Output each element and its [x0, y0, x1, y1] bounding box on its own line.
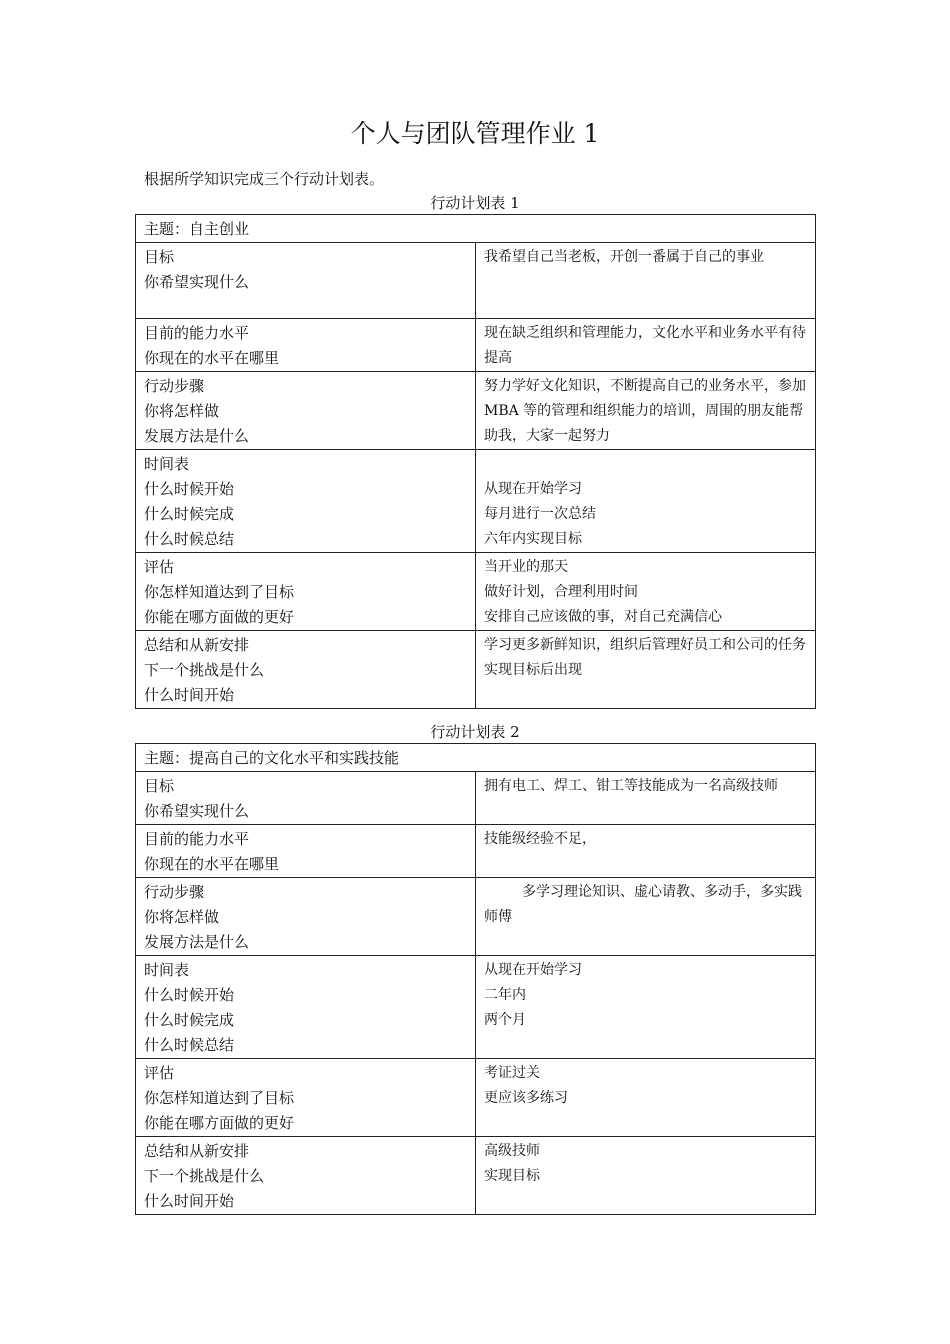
- row-answer-line: 从现在开始学习: [484, 962, 582, 978]
- row-answer-line: 多学习理论知识、虚心请教、多动手，多实践: [522, 884, 802, 900]
- row-label-cell: [136, 956, 476, 1059]
- row-answer-cell: [476, 878, 816, 956]
- row-answer-line: 做好计划，合理利用时间: [484, 584, 638, 600]
- row-label-line: 时间表: [144, 961, 190, 979]
- row-answer-line: 实现目标后出现: [484, 662, 582, 678]
- row-label-line: 总结和从新安排: [144, 636, 250, 654]
- table-row: [136, 878, 816, 956]
- table-row: [136, 1059, 816, 1137]
- row-label-line: 你能在哪方面做的更好: [144, 1114, 295, 1132]
- row-label-line: 你将怎样做: [144, 402, 220, 420]
- row-label-line: 行动步骤: [144, 377, 205, 395]
- table-1-caption: 行动计划表 1: [430, 194, 520, 212]
- table-row: [136, 243, 816, 319]
- row-answer-cell: [476, 631, 816, 709]
- table-row: [136, 956, 816, 1059]
- row-answer-line: 从现在开始学习: [484, 481, 582, 497]
- row-answer-line: 技能级经验不足，: [484, 831, 596, 847]
- row-label-cell: [136, 878, 476, 956]
- row-label-line: 什么时候完成: [144, 1011, 235, 1029]
- row-label-line: 时间表: [144, 455, 190, 473]
- row-label-line: 什么时候完成: [144, 505, 235, 523]
- action-plan-table-1: [135, 214, 816, 709]
- row-label-line: 评估: [144, 558, 175, 576]
- table-row: [136, 372, 816, 450]
- row-answer-line: 现在缺乏组织和管理能力，文化水平和业务水平有待提高: [484, 325, 806, 366]
- action-plan-table-2: [135, 743, 816, 1215]
- table-row: [136, 631, 816, 709]
- table-row: [136, 1137, 816, 1215]
- row-label-cell: [136, 450, 476, 553]
- topic-text: 主题：提高自己的文化水平和实践技能: [144, 749, 400, 767]
- row-answer-cell: [476, 372, 816, 450]
- row-label-line: 评估: [144, 1064, 175, 1082]
- topic-row: [136, 744, 816, 772]
- row-label-line: 发展方法是什么: [144, 933, 250, 951]
- row-label-line: 发展方法是什么: [144, 427, 250, 445]
- row-answer-line: 实现目标: [484, 1168, 540, 1184]
- row-label-line: 总结和从新安排: [144, 1142, 250, 1160]
- row-label-cell: [136, 772, 476, 825]
- row-label-line: 行动步骤: [144, 883, 205, 901]
- row-answer-line: 更应该多练习: [484, 1090, 568, 1106]
- row-label-line: 你现在的水平在哪里: [144, 855, 280, 873]
- row-answer-line: 拥有电工、焊工、钳工等技能成为一名高级技师: [484, 778, 778, 794]
- row-answer-line: 二年内: [484, 987, 526, 1003]
- topic-cell: [136, 215, 816, 243]
- row-label-line: 什么时候总结: [144, 1036, 235, 1054]
- row-answer-cell: [476, 956, 816, 1059]
- row-label-cell: [136, 243, 476, 319]
- row-label-line: 什么时候总结: [144, 530, 235, 548]
- row-label-cell: [136, 553, 476, 631]
- row-label-cell: [136, 1059, 476, 1137]
- row-answer-line: 师傅: [484, 909, 512, 925]
- row-label-line: 什么时候开始: [144, 480, 235, 498]
- row-label-line: 下一个挑战是什么: [144, 661, 265, 679]
- table-row: [136, 772, 816, 825]
- row-answer-cell: [476, 553, 816, 631]
- row-answer-line: 我希望自己当老板，开创一番属于自己的事业: [484, 249, 764, 265]
- row-answer-cell: [476, 319, 816, 372]
- row-label-line: 你现在的水平在哪里: [144, 349, 280, 367]
- row-label-cell: [136, 825, 476, 878]
- row-label-line: 你希望实现什么: [144, 802, 250, 820]
- row-answer-line: [484, 452, 807, 477]
- row-label-line: 什么时候开始: [144, 986, 235, 1004]
- table-row: [136, 450, 816, 553]
- topic-text: 主题：自主创业: [144, 220, 250, 238]
- row-label-line: 你怎样知道达到了目标: [144, 583, 295, 601]
- table-2-caption: 行动计划表 2: [430, 723, 520, 741]
- row-label-cell: [136, 372, 476, 450]
- row-label-line: 你怎样知道达到了目标: [144, 1089, 295, 1107]
- row-label-line: 目标: [144, 777, 175, 795]
- row-label-line: 你能在哪方面做的更好: [144, 608, 295, 626]
- row-answer-line: 每月进行一次总结: [484, 506, 596, 522]
- row-answer-line: 学习更多新鲜知识，组织后管理好员工和公司的任务: [484, 637, 806, 653]
- intro-text: 根据所学知识完成三个行动计划表。: [144, 170, 385, 188]
- row-answer-cell: [476, 450, 816, 553]
- table-row: [136, 553, 816, 631]
- topic-cell: [136, 744, 816, 772]
- row-label-cell: [136, 631, 476, 709]
- row-label-line: 什么时间开始: [144, 686, 235, 704]
- table-row: [136, 319, 816, 372]
- row-answer-line: 努力学好文化知识，不断提高自己的业务水平，参加 MBA 等的管理和组织能力的培训，周围的朋友能帮助我，大家一起努力: [484, 378, 806, 444]
- table-row: [136, 825, 816, 878]
- row-label-line: 目前的能力水平: [144, 324, 250, 342]
- row-answer-cell: [476, 825, 816, 878]
- topic-row: [136, 215, 816, 243]
- row-answer-cell: [476, 243, 816, 319]
- row-answer-line: 高级技师: [484, 1143, 540, 1159]
- row-answer-line: 六年内实现目标: [484, 531, 582, 547]
- row-answer-cell: [476, 772, 816, 825]
- row-label-line: 你将怎样做: [144, 908, 220, 926]
- row-answer-line: 安排自己应该做的事，对自己充满信心: [484, 609, 722, 625]
- row-label-line: 什么时间开始: [144, 1192, 235, 1210]
- row-label-line: 目标: [144, 248, 175, 266]
- row-answer-cell: [476, 1059, 816, 1137]
- row-answer-line: 两个月: [484, 1012, 526, 1028]
- row-answer-cell: [476, 1137, 816, 1215]
- row-label-cell: [136, 1137, 476, 1215]
- page-title: 个人与团队管理作业 1: [350, 119, 600, 148]
- row-label-line: 目前的能力水平: [144, 830, 250, 848]
- row-label-line: 你希望实现什么: [144, 273, 250, 291]
- row-answer-line: 考证过关: [484, 1065, 540, 1081]
- row-label-line: 下一个挑战是什么: [144, 1167, 265, 1185]
- row-answer-line: 当开业的那天: [484, 559, 568, 575]
- row-label-cell: [136, 319, 476, 372]
